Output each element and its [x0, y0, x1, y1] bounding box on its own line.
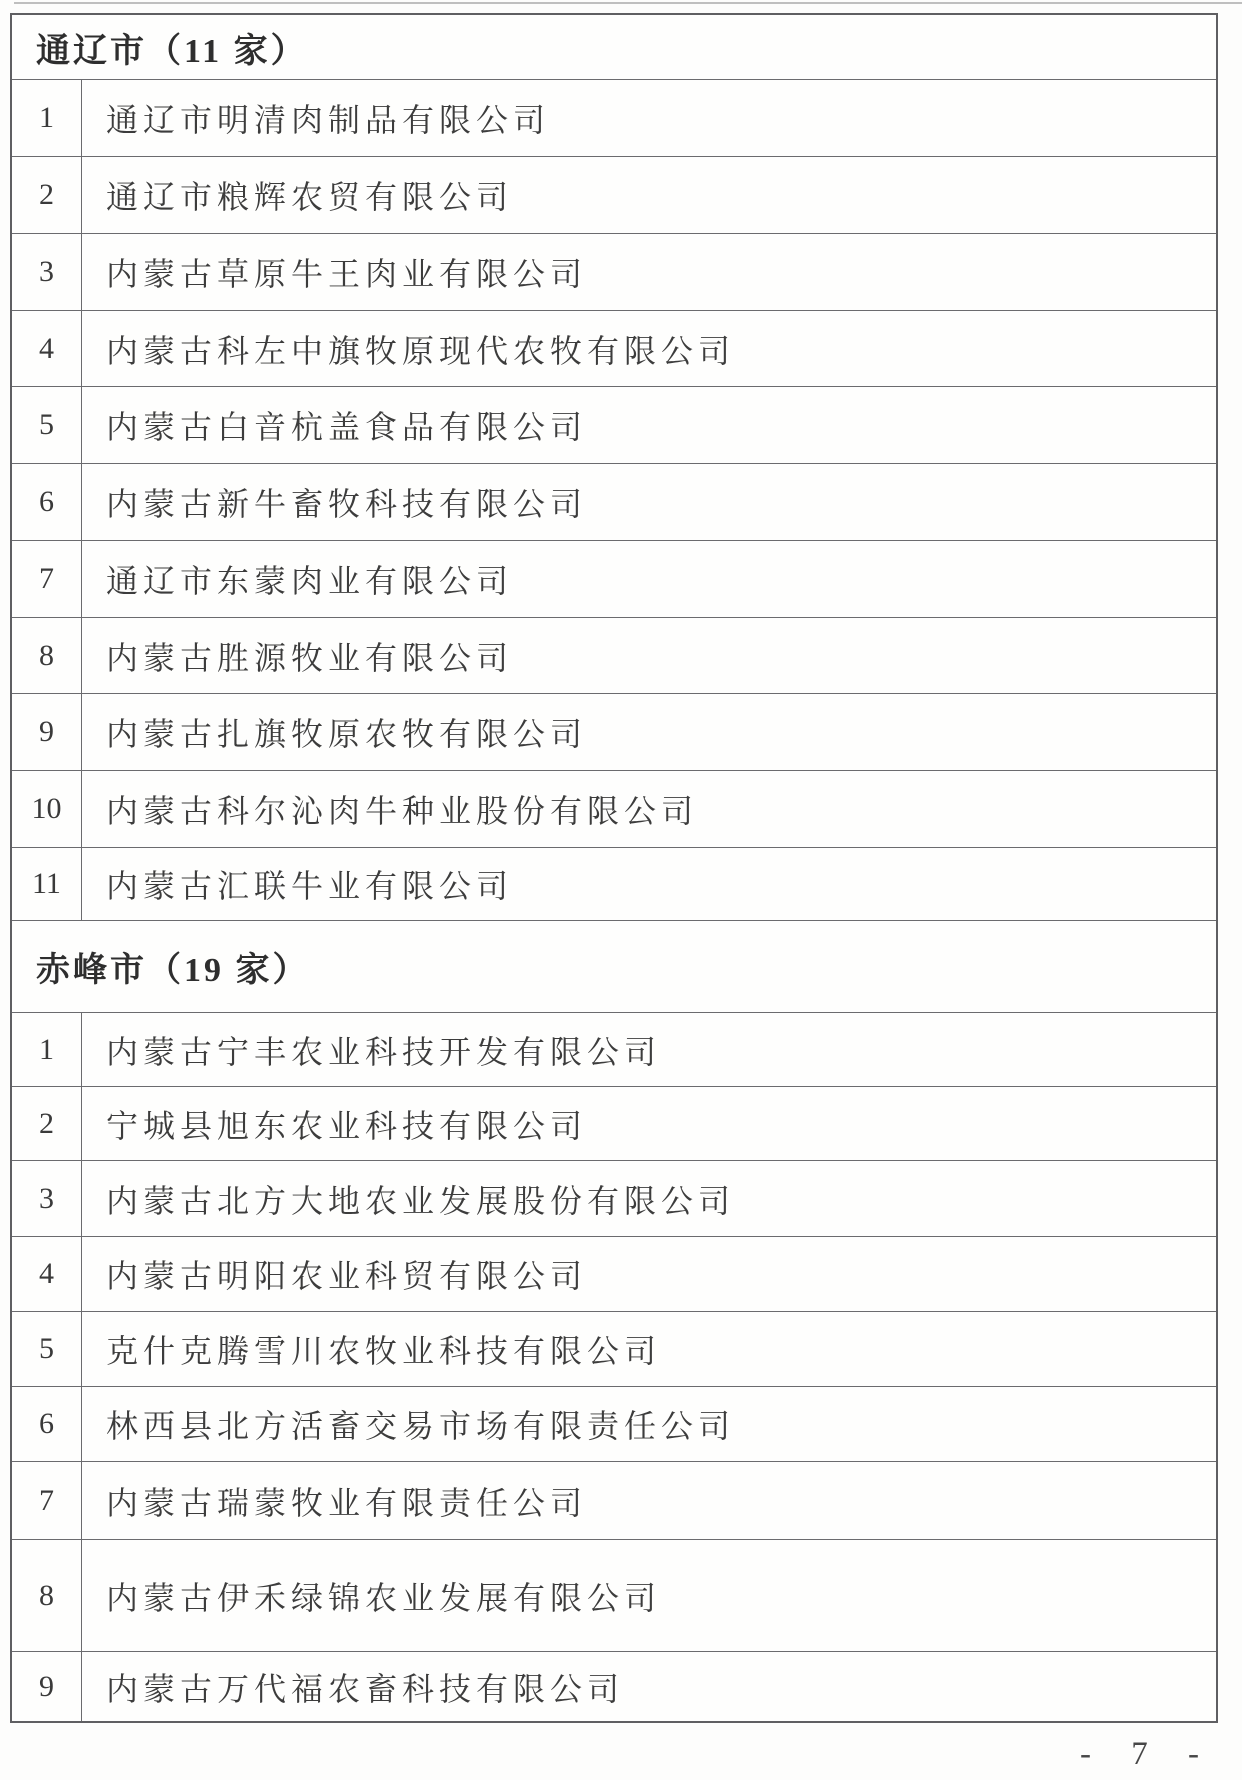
table-row: [12, 617, 1216, 693]
row-number: 1: [12, 80, 82, 156]
scan-edge-line: [14, 2, 1242, 4]
row-number: 6: [12, 464, 82, 540]
table-row: [12, 1386, 1216, 1461]
company-name: 宁城县旭东农业科技有限公司: [106, 1107, 588, 1144]
company-name: 内蒙古新牛畜牧科技有限公司: [106, 486, 588, 522]
company-name: 内蒙古伊禾绿锦农业发展有限公司: [106, 1579, 662, 1616]
company-name: 通辽市粮辉农贸有限公司: [106, 179, 514, 215]
row-number: 1: [12, 1013, 82, 1086]
table-row: [12, 693, 1216, 770]
table-row: [12, 310, 1216, 386]
company-name: 内蒙古胜源牧业有限公司: [106, 639, 514, 676]
table-row: [12, 1086, 1216, 1160]
row-number: 10: [12, 771, 82, 847]
row-number: 7: [12, 1462, 82, 1539]
company-name: 内蒙古宁丰农业科技开发有限公司: [106, 1033, 662, 1070]
row-number: 8: [12, 618, 82, 693]
company-name: 内蒙古瑞蒙牧业有限责任公司: [106, 1484, 588, 1521]
row-number: 7: [12, 541, 82, 617]
row-number: 2: [12, 157, 82, 233]
table-row: [12, 1160, 1216, 1236]
row-number: 9: [12, 694, 82, 770]
table-row: [12, 1651, 1216, 1721]
company-name: 通辽市东蒙肉业有限公司: [106, 563, 514, 599]
company-name: 内蒙古扎旗牧原农牧有限公司: [106, 716, 588, 752]
company-name: 内蒙古科尔沁肉牛种业股份有限公司: [106, 793, 699, 829]
table-row: [12, 1012, 1216, 1086]
table-row: [12, 79, 1216, 156]
company-name: 内蒙古汇联牛业有限公司: [106, 868, 514, 904]
table-row: [12, 540, 1216, 617]
row-number: 2: [12, 1087, 82, 1160]
company-name: 内蒙古白音杭盖食品有限公司: [106, 409, 588, 445]
section-header-label: 通辽市（11 家）: [36, 32, 308, 70]
table-row: [12, 1461, 1216, 1539]
company-name: 通辽市明清肉制品有限公司: [106, 102, 551, 138]
row-number: 4: [12, 311, 82, 386]
row-number: 8: [12, 1540, 82, 1651]
row-number: 6: [12, 1387, 82, 1461]
table-row: [12, 463, 1216, 540]
table-row: [12, 233, 1216, 310]
table-row: [12, 1311, 1216, 1386]
company-name: 内蒙古草原牛王肉业有限公司: [106, 256, 588, 292]
table-row: [12, 847, 1216, 920]
section-header: [12, 15, 1216, 79]
row-number: 5: [12, 387, 82, 463]
table-row: [12, 156, 1216, 233]
table-row: [12, 1539, 1216, 1651]
company-name: 林西县北方活畜交易市场有限责任公司: [106, 1408, 736, 1444]
section-header-label: 赤峰市（19 家）: [36, 952, 310, 989]
row-number: 11: [12, 848, 82, 920]
page-number: - 7 -: [1080, 1736, 1215, 1772]
row-number: 5: [12, 1312, 82, 1386]
company-name: 内蒙古北方大地农业发展股份有限公司: [106, 1182, 736, 1219]
row-number: 3: [12, 234, 82, 310]
company-name: 克什克腾雪川农牧业科技有限公司: [106, 1333, 662, 1369]
section-header: [12, 920, 1216, 1012]
table-row: [12, 386, 1216, 463]
row-number: 4: [12, 1237, 82, 1311]
company-name: 内蒙古明阳农业科贸有限公司: [106, 1258, 588, 1294]
table-row: [12, 770, 1216, 847]
company-name: 内蒙古万代福农畜科技有限公司: [106, 1670, 625, 1707]
row-number: 3: [12, 1161, 82, 1236]
row-number: 9: [12, 1652, 82, 1721]
company-table: [10, 13, 1218, 1723]
company-name: 内蒙古科左中旗牧原现代农牧有限公司: [106, 332, 736, 369]
table-row: [12, 1236, 1216, 1311]
